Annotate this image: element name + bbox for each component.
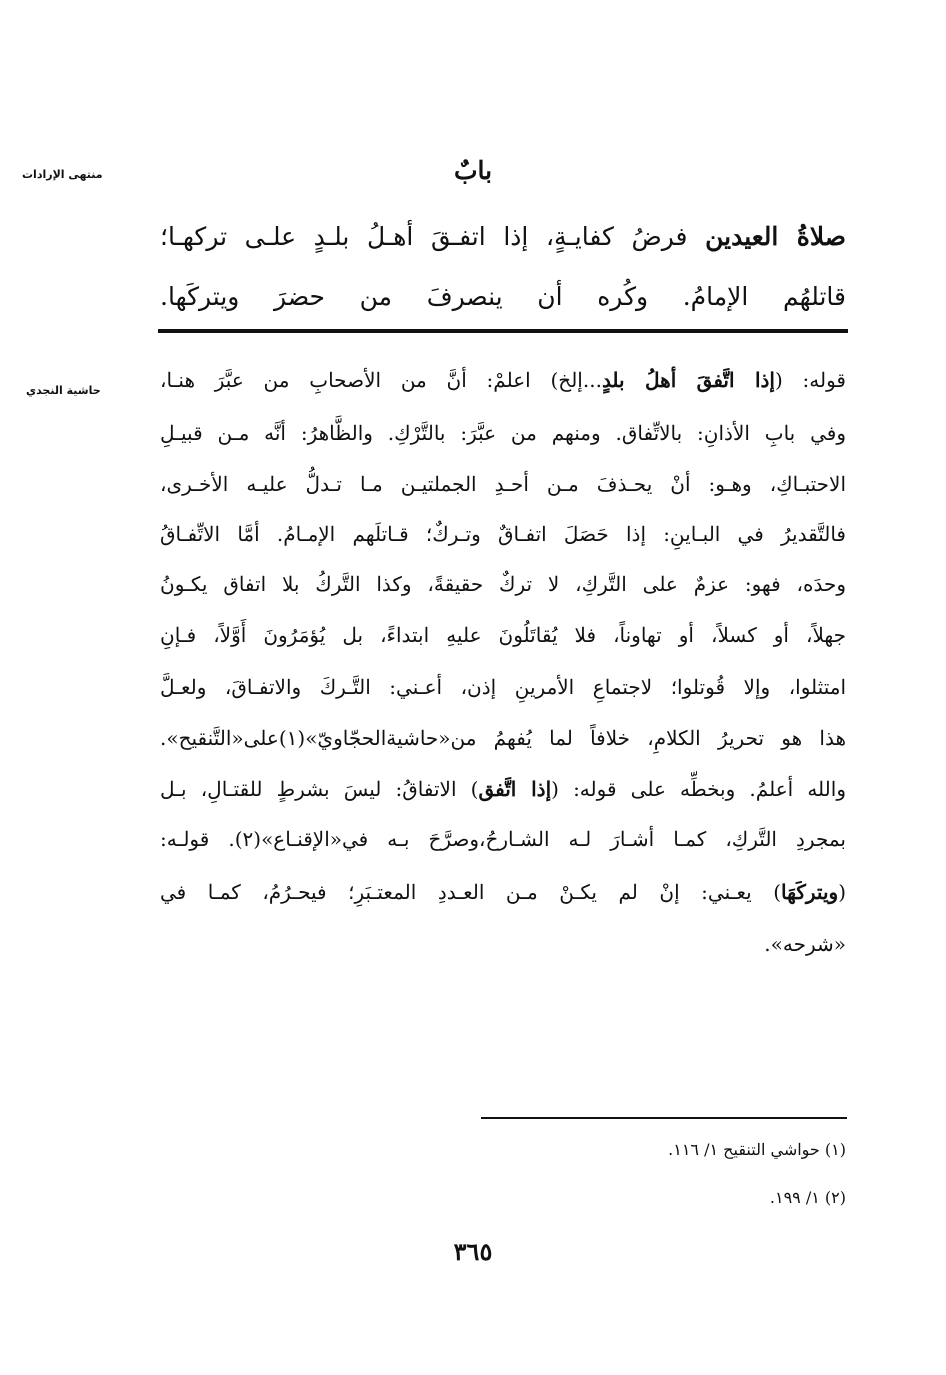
footnote-divider xyxy=(481,1117,847,1119)
commentary-line: فالتَّقديرُ في البـاينِ: إذا حَصَلَ اتفـاقٌ وتـركٌ؛ قـاتلَهم الإمـامُ. أمَّا الاتِّفـاقُ xyxy=(160,522,846,546)
main-text-segment: فرضُ كفايـةٍ، إذا اتفـقَ أهـلُ بلـدٍ علـى تركهـا؛ xyxy=(160,222,706,251)
commentary-quoted-phrase: إذا اتَّفقَ أهلُ بلدٍ xyxy=(601,368,775,392)
commentary-line: الاحتبـاكِ، وهـو: أنْ يحـذفَ مـن أحـدِ الجملتيـن مـا تـدلُّ عليـه الأخـرى، xyxy=(160,472,846,496)
commentary-line: «شرحه». xyxy=(764,932,846,956)
commentary-quoted-phrase: إذا اتَّفق xyxy=(478,777,552,801)
footnote: (٢) ١/ ١٩٩. xyxy=(769,1188,846,1207)
commentary-line: وحدَه، فهو: عزمٌ على التَّركِ، لا تركٌ حقيقةً، وكذا التَّركُ بلا اتفاق يكـونُ xyxy=(160,572,846,596)
commentary-segment: ( xyxy=(838,880,846,904)
commentary-line xyxy=(160,368,846,392)
commentary-line xyxy=(160,777,846,801)
page-number: ٣٦٥ xyxy=(453,1237,493,1266)
commentary-line: وفي بابِ الأذانِ: بالاتِّفاق. ومنهم من عبَّرَ: بالتَّرْكِ. والظَّاهرُ: أنَّه مـن قبيـلِ xyxy=(160,421,846,445)
main-text-bold-heading: صلاةُ العيدين xyxy=(705,222,846,251)
commentary-line: امتثلوا، وإلا قُوتلوا؛ لاجتماعِ الأمرينِ إذن، أعـني: التَّـركَ والاتفـاقَ، ولعـلَّ xyxy=(160,675,846,699)
section-divider xyxy=(158,329,848,333)
commentary-segment: ) يعـني: إنْ لم يكـنْ مـن العـددِ المعتـبَرِ؛ فيحـرُمُ، كمـا في xyxy=(160,880,782,904)
book-title-margin-label: منتهى الإرادات xyxy=(22,168,103,181)
commentary-segment: والله أعلمُ. وبخطِّه على قوله: ( xyxy=(551,777,846,801)
commentary-line: هذا هو تحريرُ الكلامِ، خلافاً لما يُفهمُ من«حاشيةالحجّاويّ»(١)على«التَّنقيح». xyxy=(160,726,846,750)
main-text-line: قاتلهُم الإمامُ. وكُره أن ينصرفَ من حضرَ ويتركَها. xyxy=(160,282,846,311)
commentary-line: جهلاً، أو كسلاً، أو تهاوناً، فلا يُقاتَلُونَ عليهِ ابتداءً، بل يُؤمَرُونَ أَوَّلاً، فـإنِ xyxy=(160,623,846,647)
commentary-quoted-phrase: ويتركَهَا xyxy=(781,880,839,904)
commentary-segment: ...إلخ) اعلمْ: أنَّ من الأصحابِ من عبَّرَ هنـا، xyxy=(160,368,602,392)
hashiya-margin-label: حاشية النجدي xyxy=(26,384,101,397)
chapter-title: بابٌ xyxy=(453,156,493,185)
commentary-line: بمجردِ التَّركِ، كمـا أشـارَ لـه الشـارحُ،وصرَّحَ بـه في«الإقنـاع»(٢). قولـه: xyxy=(160,827,846,851)
commentary-segment: ) الاتفاقُ: ليسَ بشرطٍ للقتـالِ، بـل xyxy=(160,777,479,801)
main-text-line xyxy=(160,222,846,251)
commentary-line xyxy=(160,880,846,904)
footnote: (١) حواشي التنقيح ١/ ١١٦. xyxy=(668,1140,846,1159)
commentary-segment: قوله: ( xyxy=(774,368,846,392)
